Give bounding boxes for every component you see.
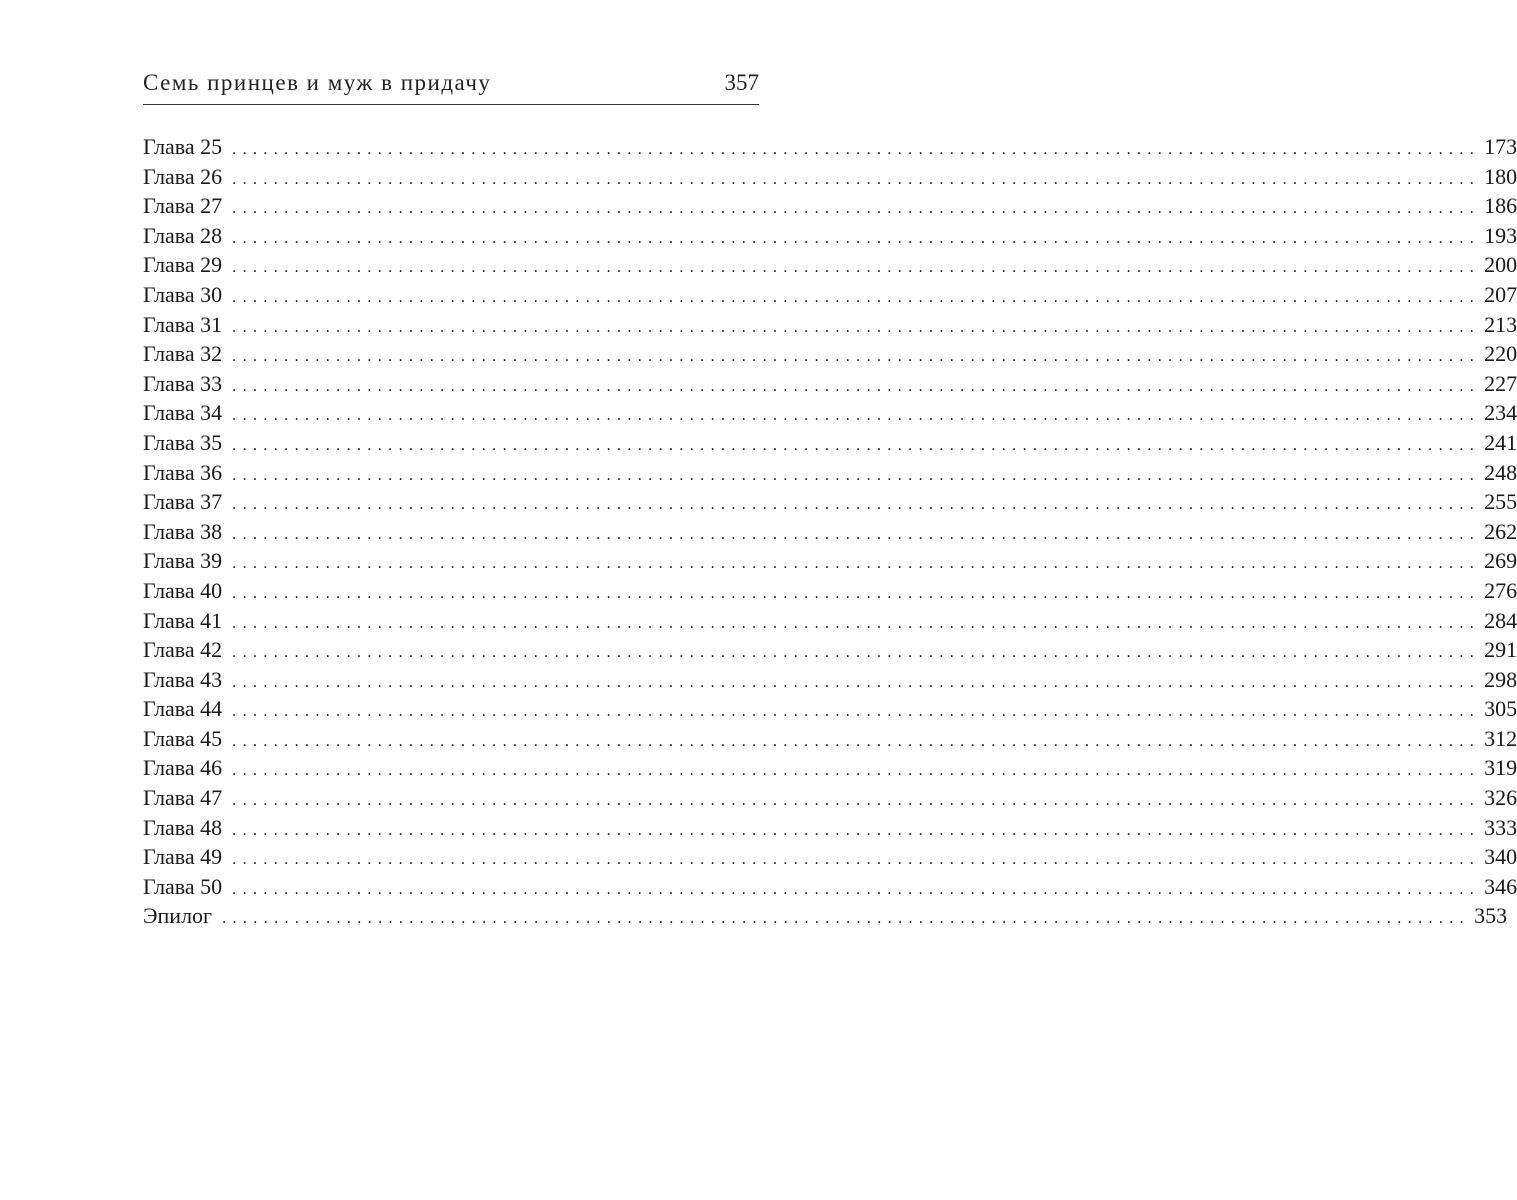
- toc-entry-page: 298: [1484, 666, 1517, 692]
- toc-dot-leader: ........................................................................................................................: [232, 555, 1481, 573]
- toc-dot-leader: ........................................................................................................................: [232, 200, 1481, 218]
- toc-entry-page: 241: [1484, 429, 1517, 455]
- toc-entry: [143, 694, 1517, 724]
- toc-dot-leader: ........................................................................................................................: [232, 318, 1481, 336]
- toc-entry-page: 346: [1484, 873, 1517, 899]
- toc-entry-page: 353: [1474, 903, 1508, 929]
- toc-entry-page: 276: [1484, 577, 1517, 603]
- toc-entry-title: Глава 49: [143, 844, 223, 870]
- toc-entry: [143, 546, 1517, 576]
- toc-entry-title: Глава 45: [143, 725, 223, 751]
- book-title: Семь принцев и муж в придачу: [143, 70, 492, 95]
- toc-dot-leader: ........................................................................................................................: [232, 288, 1481, 306]
- toc-entry: [143, 517, 1517, 547]
- toc-entry-page: 180: [1484, 163, 1517, 189]
- toc-dot-leader: ........................................................................................................................: [232, 614, 1481, 632]
- toc-entry-page: 234: [1484, 400, 1517, 426]
- toc-dot-leader: ........................................................................................................................: [232, 141, 1481, 158]
- toc-dot-leader: ........................................................................................................................: [232, 673, 1481, 691]
- toc-entry-title: Глава 32: [143, 341, 223, 367]
- toc-entry: [143, 250, 1517, 280]
- toc-entry-title: Глава 28: [143, 222, 223, 248]
- toc-entry-title: Глава 50: [143, 873, 223, 899]
- toc-entry-page: 207: [1484, 281, 1517, 307]
- toc-entry-title: Глава 43: [143, 666, 223, 692]
- toc-entry-title: Глава 27: [143, 193, 223, 219]
- toc-entry-page: 312: [1484, 725, 1517, 751]
- toc-dot-leader: ........................................................................................................................: [232, 821, 1481, 839]
- toc-dot-leader: ........................................................................................................................: [232, 525, 1481, 543]
- running-header: [143, 62, 759, 105]
- toc-dot-leader: ........................................................................................................................: [232, 584, 1481, 602]
- toc-entry: [143, 398, 1517, 428]
- toc-entry-page: 269: [1484, 548, 1517, 574]
- toc-entry-title: Глава 47: [143, 785, 223, 811]
- toc-entry-page: 305: [1484, 696, 1517, 722]
- toc-entry-page: 227: [1484, 370, 1517, 396]
- page-number: 357: [724, 70, 759, 95]
- table-of-contents: [143, 132, 1517, 931]
- toc-entry-page: 220: [1484, 341, 1517, 367]
- toc-entry: [143, 428, 1517, 458]
- toc-entry-title: Глава 33: [143, 370, 223, 396]
- toc-entry-title: Глава 44: [143, 696, 223, 722]
- toc-dot-leader: ........................................................................................................................: [232, 644, 1481, 662]
- toc-dot-leader: ........................................................................................................................: [232, 851, 1481, 869]
- toc-dot-leader: ........................................................................................................................: [232, 792, 1481, 810]
- toc-entry-page: 200: [1484, 252, 1517, 278]
- toc-entry: [143, 813, 1517, 843]
- toc-entry-title: Глава 34: [143, 400, 223, 426]
- toc-entry: [143, 369, 1517, 399]
- toc-entry-title: Глава 46: [143, 755, 223, 781]
- toc-entry-page: 173: [1484, 134, 1517, 159]
- toc-entry-title: Глава 31: [143, 311, 223, 337]
- toc-entry-page: 213: [1484, 311, 1517, 337]
- toc-dot-leader: ........................................................................................................................: [232, 880, 1481, 898]
- toc-entry-title: Глава 38: [143, 518, 223, 544]
- toc-entry: [143, 783, 1517, 813]
- toc-entry-title: Глава 40: [143, 577, 223, 603]
- toc-entry-title: Глава 39: [143, 548, 223, 574]
- toc-dot-leader: ........................................................................................................................: [232, 762, 1481, 780]
- toc-entry: [143, 576, 1517, 606]
- toc-entry: [143, 842, 1517, 872]
- toc-entry: [143, 872, 1517, 902]
- toc-entry: [143, 458, 1517, 488]
- toc-entry-page: 186: [1484, 193, 1517, 219]
- toc-dot-leader: ........................................................................................................................: [232, 436, 1481, 454]
- toc-dot-leader: ........................................................................................................................: [232, 732, 1481, 750]
- toc-entry: [143, 162, 1517, 192]
- toc-entry-page: 319: [1484, 755, 1517, 781]
- toc-dot-leader: ........................................................................................................................: [232, 259, 1481, 277]
- toc-entry-page: 193: [1484, 222, 1517, 248]
- toc-entry: [143, 901, 1508, 931]
- toc-entry-title: Глава 29: [143, 252, 223, 278]
- toc-entry: [143, 339, 1517, 369]
- toc-entry: [143, 665, 1517, 695]
- toc-entry-title: Глава 35: [143, 429, 223, 455]
- toc-entry-title: Глава 41: [143, 607, 223, 633]
- toc-entry-title: Глава 36: [143, 459, 223, 485]
- toc-entry-page: 326: [1484, 785, 1517, 811]
- toc-entry-page: 333: [1484, 814, 1517, 840]
- toc-entry-title: Глава 42: [143, 637, 223, 663]
- toc-dot-leader: ........................................................................................................................: [232, 496, 1481, 514]
- toc-dot-leader: ........................................................................................................................: [232, 466, 1481, 484]
- toc-dot-leader: ........................................................................................................................: [222, 910, 1471, 928]
- toc-dot-leader: ........................................................................................................................: [232, 703, 1481, 721]
- toc-entry: [143, 606, 1517, 636]
- toc-entry-page: 284: [1484, 607, 1517, 633]
- toc-entry-title: Глава 37: [143, 489, 223, 515]
- toc-entry-title: Глава 26: [143, 163, 223, 189]
- toc-dot-leader: ........................................................................................................................: [232, 377, 1481, 395]
- toc-entry: [143, 310, 1517, 340]
- toc-entry-page: 340: [1484, 844, 1517, 870]
- toc-dot-leader: ........................................................................................................................: [232, 407, 1481, 425]
- toc-entry: [143, 724, 1517, 754]
- toc-entry-title: Глава 30: [143, 281, 223, 307]
- toc-entry-page: 255: [1484, 489, 1517, 515]
- toc-dot-leader: ........................................................................................................................: [232, 170, 1481, 188]
- toc-entry-title: Эпилог: [143, 903, 213, 929]
- toc-entry-page: 291: [1484, 637, 1517, 663]
- toc-dot-leader: ........................................................................................................................: [232, 229, 1481, 247]
- toc-entry: [143, 635, 1517, 665]
- toc-entry: [143, 221, 1517, 251]
- toc-entry-title: Глава 48: [143, 814, 223, 840]
- toc-entry: [143, 191, 1517, 221]
- toc-entry: [143, 487, 1517, 517]
- toc-entry: [143, 132, 1517, 162]
- toc-dot-leader: ........................................................................................................................: [232, 348, 1481, 366]
- toc-entry-page: 248: [1484, 459, 1517, 485]
- toc-entry: [143, 753, 1517, 783]
- toc-entry-page: 262: [1484, 518, 1517, 544]
- toc-entry-title: Глава 25: [143, 134, 223, 159]
- toc-entry: [143, 280, 1517, 310]
